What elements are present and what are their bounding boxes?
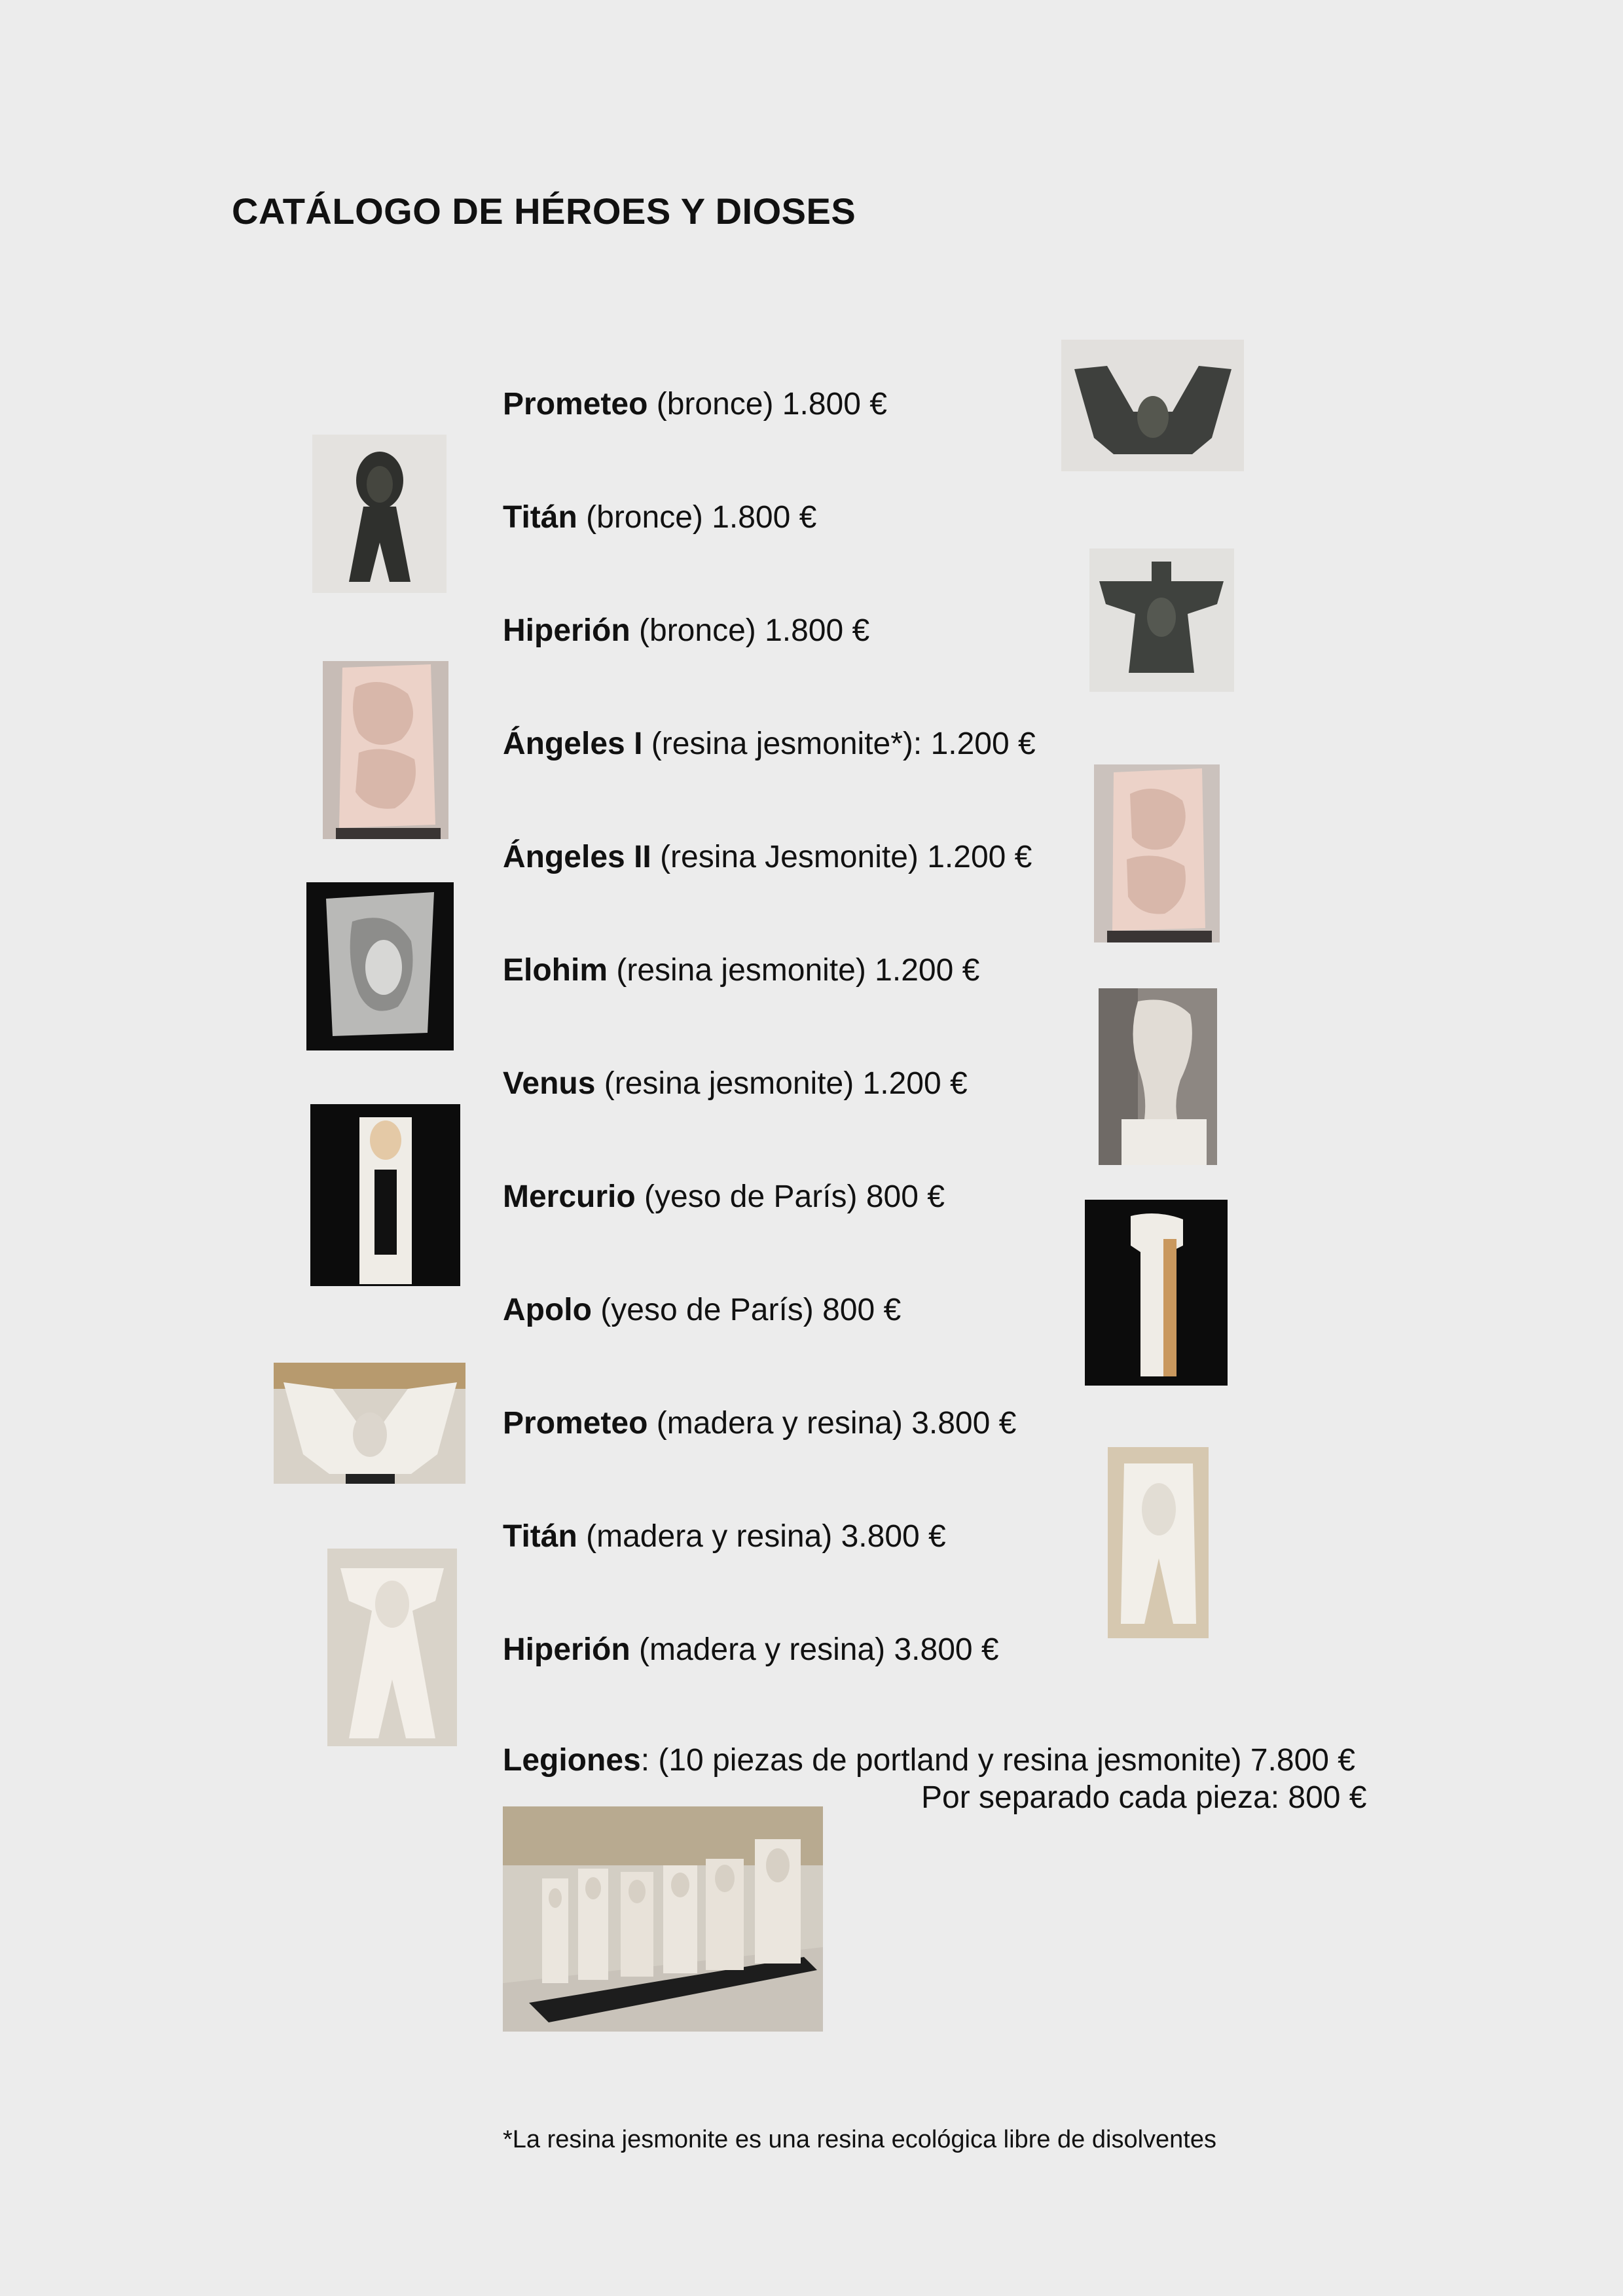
- venus-photo: [1099, 988, 1217, 1165]
- legiones-separate-price: Por separado cada pieza: 800 €: [921, 1780, 1367, 1815]
- apolo-photo: [1085, 1200, 1228, 1386]
- item-detail: (madera y resina) 3.800 €: [577, 1519, 946, 1554]
- item-name: Hiperión: [503, 613, 630, 648]
- legiones-photo: [503, 1806, 823, 2032]
- catalog-item-elohim: [503, 955, 979, 986]
- catalog-item-hiperion-bronce: [503, 615, 869, 647]
- item-name: Ángeles II: [503, 840, 651, 874]
- catalog-item-angeles-1: [503, 728, 1036, 760]
- item-name: Hiperión: [503, 1632, 630, 1667]
- catalog-title: CATÁLOGO DE HÉROES Y DIOSES: [232, 190, 856, 232]
- item-name: Legiones: [503, 1743, 641, 1778]
- item-detail: (resina jesmonite) 1.200 €: [595, 1066, 968, 1101]
- item-detail: (resina Jesmonite) 1.200 €: [651, 840, 1032, 874]
- angeles-2-photo: [1094, 764, 1220, 942]
- catalog-item-hiperion-madera: [503, 1634, 999, 1666]
- item-detail: (yeso de París) 800 €: [591, 1293, 902, 1327]
- elohim-photo: [306, 882, 454, 1050]
- item-detail: (resina jesmonite*): 1.200 €: [642, 726, 1036, 761]
- item-detail: (bronce) 1.800 €: [630, 613, 870, 648]
- item-detail: (yeso de París) 800 €: [635, 1179, 945, 1214]
- item-detail: (madera y resina) 3.800 €: [630, 1632, 999, 1667]
- item-name: Apolo: [503, 1293, 592, 1327]
- item-name: Prometeo: [503, 387, 648, 422]
- item-name: Elohim: [503, 953, 608, 988]
- item-detail: (resina jesmonite) 1.200 €: [608, 953, 980, 988]
- angeles-1-photo: [323, 661, 448, 839]
- footnote: *La resina jesmonite es una resina ecológica libre de disolventes: [503, 2126, 1216, 2153]
- item-detail: (madera y resina) 3.800 €: [647, 1406, 1017, 1441]
- catalog-item-angeles-2: [503, 842, 1032, 873]
- catalog-item-prometeo-bronce: [503, 389, 887, 420]
- item-detail: (bronce) 1.800 €: [647, 387, 887, 422]
- hiperion-bronze-photo: [1089, 548, 1234, 692]
- catalog-item-mercurio: [503, 1181, 945, 1213]
- titan-wood-photo: [1108, 1447, 1209, 1638]
- item-name: Ángeles I: [503, 726, 643, 761]
- mercurio-photo: [310, 1104, 460, 1286]
- item-detail: : (10 piezas de portland y resina jesmonite) 7.800 €: [640, 1743, 1355, 1778]
- prometeo-wood-photo: [274, 1363, 465, 1484]
- item-detail: (bronce) 1.800 €: [577, 500, 817, 535]
- hiperion-wood-photo: [327, 1549, 457, 1746]
- catalog-item-titan-bronce: [503, 502, 816, 533]
- titan-bronze-photo: [312, 435, 447, 593]
- item-name: Prometeo: [503, 1406, 648, 1441]
- catalog-item-prometeo-madera: [503, 1408, 1016, 1439]
- item-name: Mercurio: [503, 1179, 636, 1214]
- catalog-item-titan-madera: [503, 1521, 946, 1552]
- catalog-item-venus: [503, 1068, 968, 1100]
- prometeo-bronze-photo: [1061, 340, 1244, 471]
- catalog-item-legiones: [503, 1745, 1355, 1776]
- item-name: Venus: [503, 1066, 596, 1101]
- item-name: Titán: [503, 500, 577, 535]
- item-name: Titán: [503, 1519, 577, 1554]
- catalog-item-apolo: [503, 1295, 901, 1326]
